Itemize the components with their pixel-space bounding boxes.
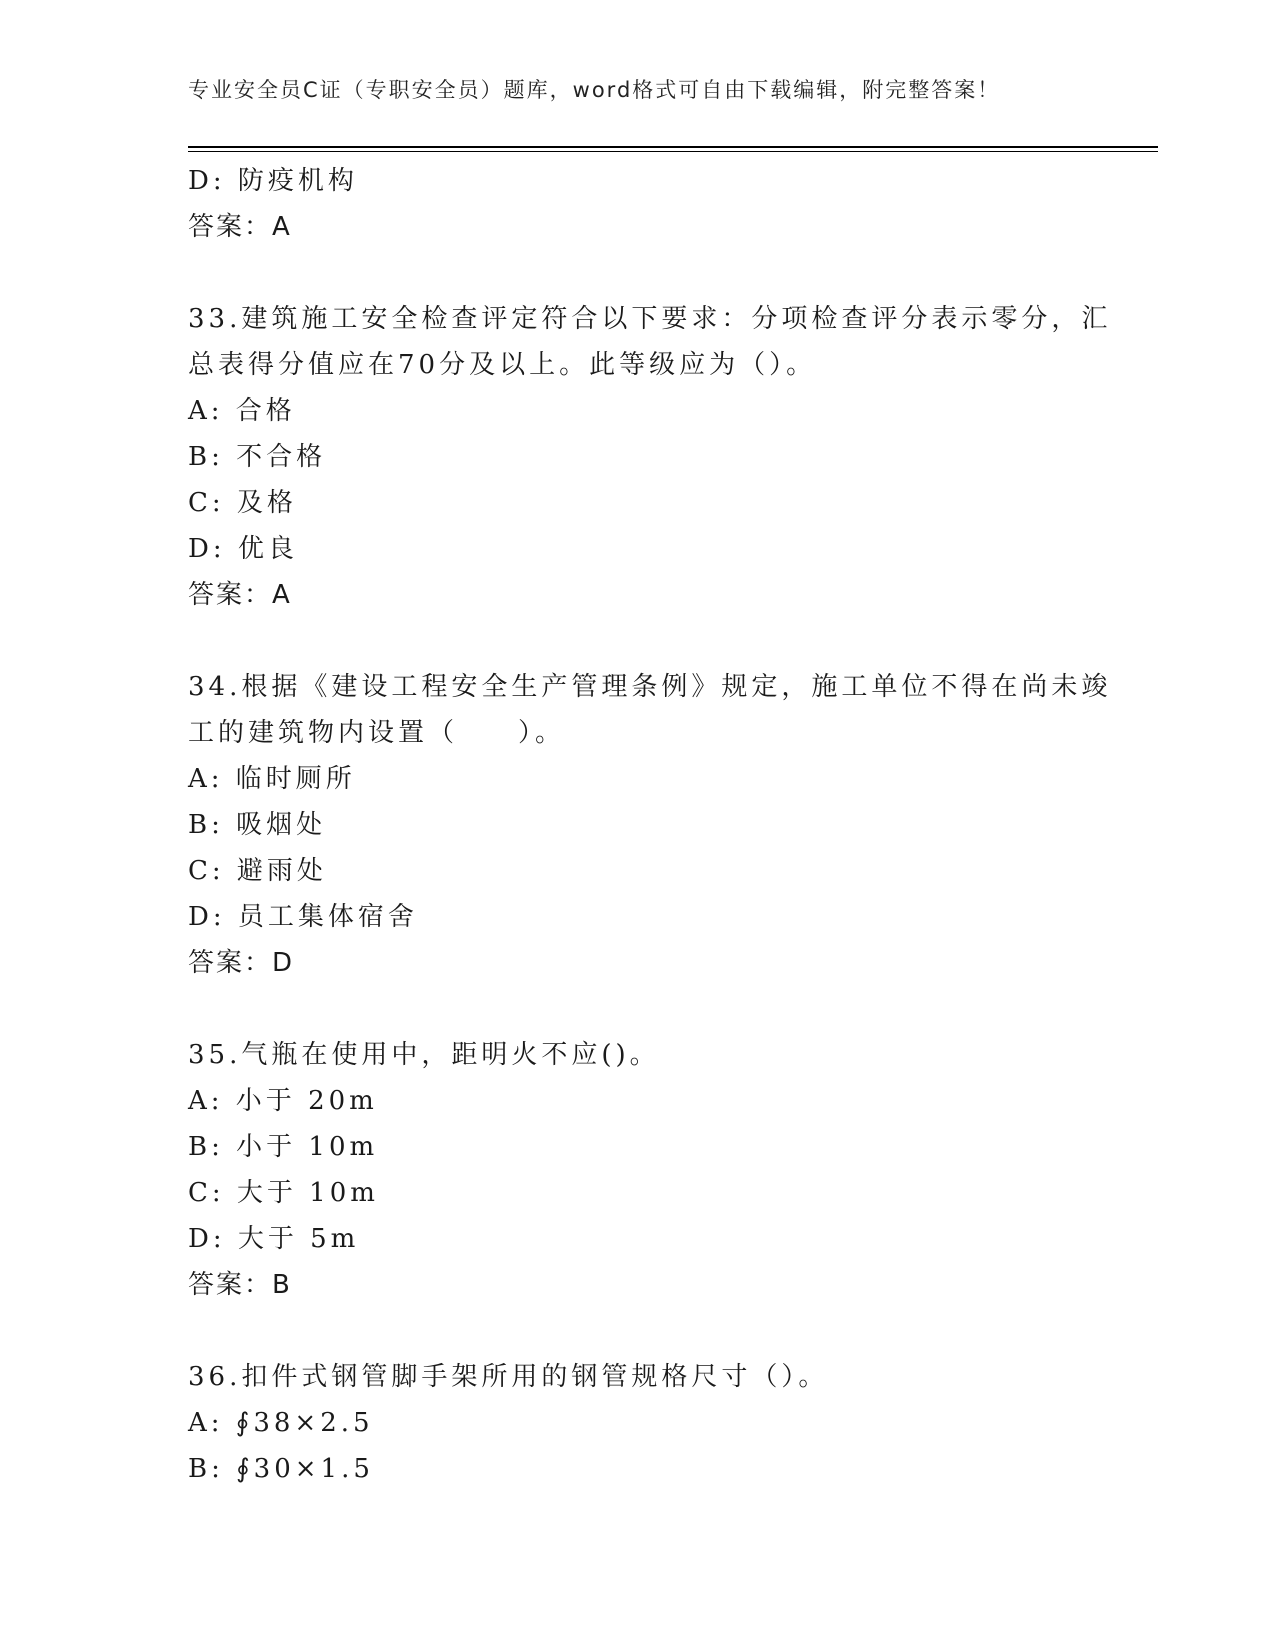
answer: 答案：D (188, 948, 295, 978)
page-header: 专业安全员C证（专职安全员）题库，word格式可自由下载编辑，附完整答案！ (188, 78, 1001, 102)
option-c: C: 及格 (188, 488, 297, 518)
option-a: A: ∮38×2.5 (188, 1408, 374, 1438)
header-rule-thick (188, 146, 1158, 148)
question-stem: 35.气瓶在使用中，距明火不应()。 (188, 1040, 660, 1070)
question-stem: 33.建筑施工安全检查评定符合以下要求：分项检查评分表示零分，汇 (188, 304, 1112, 334)
option-a: A: 小于 20m (188, 1086, 378, 1116)
option-c: C: 避雨处 (188, 856, 327, 886)
option-a: A: 合格 (188, 396, 296, 426)
answer: 答案：A (188, 212, 292, 242)
header-rule-thin (188, 151, 1158, 152)
question-content (188, 158, 1112, 1492)
option-d: D: 大于 5m (188, 1224, 360, 1254)
option-b: B: ∮30×1.5 (188, 1454, 374, 1484)
option-b: B: 不合格 (188, 442, 327, 472)
question-stem: 34.根据《建设工程安全生产管理条例》规定，施工单位不得在尚未竣 (188, 672, 1112, 702)
question-stem: 工的建筑物内设置（ ）。 (188, 718, 566, 748)
option-d: D: 防疫机构 (188, 166, 358, 196)
question-34 (188, 664, 1112, 986)
option-b: B: 吸烟处 (188, 810, 327, 840)
answer: 答案：B (188, 1270, 292, 1300)
option-b: B: 小于 10m (188, 1132, 379, 1162)
option-a: A: 临时厕所 (188, 764, 356, 794)
question-35 (188, 1032, 1088, 1308)
question-stem: 总表得分值应在70分及以上。此等级应为（）。 (188, 350, 817, 380)
option-d: D: 优良 (188, 534, 298, 564)
answer: 答案：A (188, 580, 292, 610)
question-36 (188, 1354, 1088, 1492)
question-33 (188, 296, 1112, 618)
question-stem: 36.扣件式钢管脚手架所用的钢管规格尺寸（）。 (188, 1362, 829, 1392)
option-c: C: 大于 10m (188, 1178, 379, 1208)
option-d: D: 员工集体宿舍 (188, 902, 418, 932)
